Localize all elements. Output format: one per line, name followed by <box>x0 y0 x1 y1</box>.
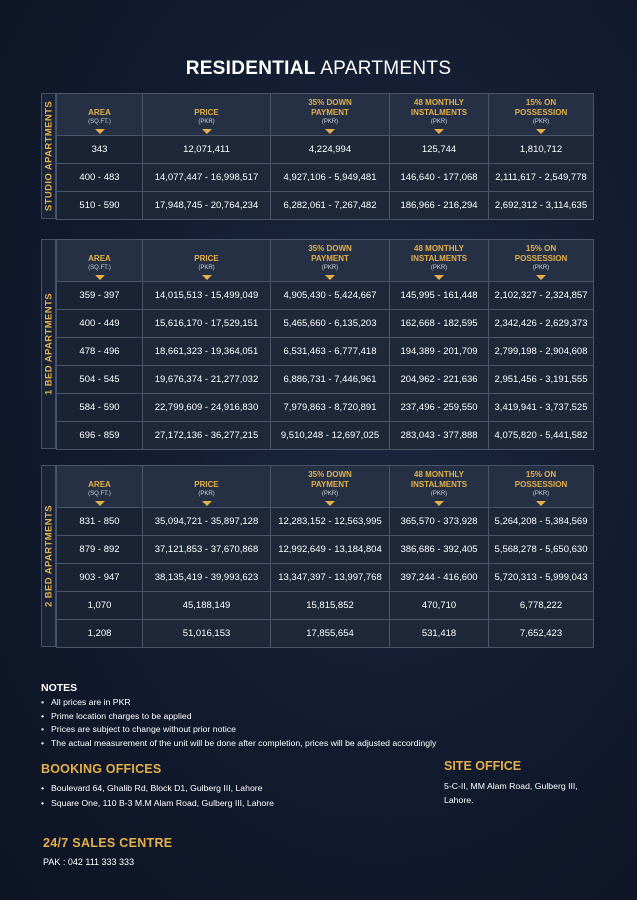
column-header-unit: (SQ.FT.) <box>88 491 111 497</box>
notes-list <box>41 696 436 750</box>
note-item: • Prices are subject to change without prior notice <box>41 723 436 737</box>
table-row <box>57 338 594 366</box>
table-row <box>57 564 594 592</box>
column-header-down <box>271 240 390 282</box>
apartment-type-label: 2 BED APARTMENTS <box>43 505 54 607</box>
booking-office-address: • Boulevard 64, Ghalib Rd, Block D1, Gulberg III, Lahore <box>41 781 274 796</box>
table-cell-price: 15,616,170 - 17,529,151 <box>143 310 271 338</box>
table-cell-price: 22,799,609 - 24,916,830 <box>143 394 271 422</box>
column-header-unit: (PKR) <box>321 491 339 497</box>
table-cell-possession: 5,568,278 - 5,650,630 <box>489 536 594 564</box>
table-cell-possession: 2,692,312 - 3,114,635 <box>489 192 594 220</box>
booking-offices-list <box>41 781 274 811</box>
column-header-title: 48 MONTHLY INSTALMENTS <box>410 98 468 117</box>
column-header-unit: (PKR) <box>532 265 550 271</box>
table-header-row <box>57 240 594 282</box>
column-header-title: 15% ON POSSESSION <box>514 470 568 489</box>
table-row <box>57 282 594 310</box>
table-row <box>57 592 594 620</box>
table-cell-price: 38,135,419 - 39,993,623 <box>143 564 271 592</box>
column-header-unit: (PKR) <box>430 491 448 497</box>
table-header-row <box>57 94 594 136</box>
triangle-down-icon <box>95 501 105 506</box>
table-cell-monthly: 397,244 - 416,600 <box>390 564 489 592</box>
triangle-down-icon <box>325 275 335 280</box>
site-office-address: 5-C-II, MM Alam Road, Gulberg III, Lahore. <box>444 781 578 805</box>
table-cell-down: 15,815,852 <box>271 592 390 620</box>
table-cell-down: 6,886,731 - 7,446,961 <box>271 366 390 394</box>
table-cell-down: 4,224,994 <box>271 136 390 164</box>
column-header-possession <box>489 240 594 282</box>
column-header-monthly <box>390 94 489 136</box>
table-cell-down: 4,905,430 - 5,424,667 <box>271 282 390 310</box>
apartment-type-label: STUDIO APARTMENTS <box>43 100 54 212</box>
column-header-price <box>143 240 271 282</box>
table-cell-area: 584 - 590 <box>57 394 143 422</box>
column-header-unit: (PKR) <box>430 265 448 271</box>
table-cell-possession: 6,778,222 <box>489 592 594 620</box>
column-header-title: 35% DOWN PAYMENT <box>308 470 352 489</box>
column-header-area <box>57 240 143 282</box>
table-cell-area: 359 - 397 <box>57 282 143 310</box>
table-cell-area: 1,208 <box>57 620 143 648</box>
triangle-down-icon <box>95 275 105 280</box>
column-header-title: AREA <box>88 108 111 117</box>
table-cell-down: 7,979,863 - 8,720,891 <box>271 394 390 422</box>
table-cell-price: 14,015,513 - 15,499,049 <box>143 282 271 310</box>
table-cell-monthly: 162,668 - 182,595 <box>390 310 489 338</box>
table-cell-down: 6,282,061 - 7,267,482 <box>271 192 390 220</box>
table-cell-area: 400 - 483 <box>57 164 143 192</box>
column-header-unit: (PKR) <box>198 491 215 497</box>
page-title <box>0 58 637 80</box>
table-row <box>57 394 594 422</box>
table-cell-monthly: 365,570 - 373,928 <box>390 508 489 536</box>
table-cell-down: 6,531,463 - 6,777,418 <box>271 338 390 366</box>
column-header-unit: (PKR) <box>532 119 550 125</box>
page-title-light: APARTMENTS <box>320 58 452 79</box>
table-cell-monthly: 146,640 - 177,068 <box>390 164 489 192</box>
notes-heading: NOTES <box>41 682 78 694</box>
table-cell-area: 510 - 590 <box>57 192 143 220</box>
table-cell-price: 37,121,853 - 37,670,868 <box>143 536 271 564</box>
table-cell-down: 17,855,654 <box>271 620 390 648</box>
table-cell-possession: 2,799,198 - 2,904,608 <box>489 338 594 366</box>
table-row <box>57 508 594 536</box>
table-cell-down: 12,283,152 - 12,563,995 <box>271 508 390 536</box>
apartment-type-label-bar <box>41 465 56 647</box>
triangle-down-icon <box>325 501 335 506</box>
table-row <box>57 422 594 450</box>
column-header-title: 35% DOWN PAYMENT <box>308 98 352 117</box>
booking-offices-heading: BOOKING OFFICES <box>41 762 162 776</box>
column-header-unit: (PKR) <box>532 491 550 497</box>
column-header-unit: (PKR) <box>198 265 215 271</box>
column-header-title: AREA <box>88 254 111 263</box>
table-cell-possession: 7,652,423 <box>489 620 594 648</box>
table-cell-down: 9,510,248 - 12,697,025 <box>271 422 390 450</box>
table-cell-area: 1,070 <box>57 592 143 620</box>
table-cell-price: 27,172,136 - 36,277,215 <box>143 422 271 450</box>
triangle-down-icon <box>434 501 444 506</box>
column-header-title: 15% ON POSSESSION <box>514 98 568 117</box>
table-row <box>57 620 594 648</box>
table-cell-area: 504 - 545 <box>57 366 143 394</box>
triangle-down-icon <box>202 129 212 134</box>
table-cell-monthly: 204,962 - 221,636 <box>390 366 489 394</box>
table-cell-area: 696 - 859 <box>57 422 143 450</box>
column-header-title: 48 MONTHLY INSTALMENTS <box>410 244 468 263</box>
note-item: • Prime location charges to be applied <box>41 710 436 724</box>
table-cell-price: 35,094,721 - 35,897,128 <box>143 508 271 536</box>
table-cell-possession: 2,342,426 - 2,629,373 <box>489 310 594 338</box>
table-cell-monthly: 186,966 - 216,294 <box>390 192 489 220</box>
column-header-area <box>57 94 143 136</box>
column-header-monthly <box>390 240 489 282</box>
column-header-possession <box>489 94 594 136</box>
column-header-unit: (PKR) <box>321 265 339 271</box>
table-cell-monthly: 125,744 <box>390 136 489 164</box>
table-cell-area: 903 - 947 <box>57 564 143 592</box>
column-header-title: PRICE <box>194 254 219 263</box>
table-cell-monthly: 194,389 - 201,709 <box>390 338 489 366</box>
price-table <box>56 465 594 648</box>
page-title-bold: RESIDENTIAL <box>185 58 316 79</box>
column-header-title: PRICE <box>194 480 219 489</box>
column-header-title: 48 MONTHLY INSTALMENTS <box>410 470 468 489</box>
table-cell-monthly: 470,710 <box>390 592 489 620</box>
table-row <box>57 310 594 338</box>
triangle-down-icon <box>536 501 546 506</box>
table-cell-possession: 2,951,456 - 3,191,555 <box>489 366 594 394</box>
column-header-unit: (PKR) <box>430 119 448 125</box>
column-header-title: 35% DOWN PAYMENT <box>308 244 352 263</box>
table-cell-area: 879 - 892 <box>57 536 143 564</box>
table-cell-down: 12,992,649 - 13,184,804 <box>271 536 390 564</box>
table-cell-possession: 2,102,327 - 2,324,857 <box>489 282 594 310</box>
column-header-down <box>271 94 390 136</box>
column-header-down <box>271 466 390 508</box>
note-item: • All prices are in PKR <box>41 696 436 710</box>
table-cell-monthly: 145,995 - 161,448 <box>390 282 489 310</box>
table-cell-price: 19,676,374 - 21,277,032 <box>143 366 271 394</box>
triangle-down-icon <box>95 129 105 134</box>
site-office-heading: SITE OFFICE <box>444 759 522 773</box>
table-cell-monthly: 531,418 <box>390 620 489 648</box>
column-header-price <box>143 466 271 508</box>
table-cell-price: 14,077,447 - 16,998,517 <box>143 164 271 192</box>
triangle-down-icon <box>536 275 546 280</box>
table-row <box>57 536 594 564</box>
apartment-type-label: 1 BED APARTMENTS <box>43 293 54 395</box>
column-header-title: 15% ON POSSESSION <box>514 244 568 263</box>
table-cell-area: 478 - 496 <box>57 338 143 366</box>
table-cell-possession: 1,810,712 <box>489 136 594 164</box>
table-cell-possession: 5,720,313 - 5,999,043 <box>489 564 594 592</box>
column-header-price <box>143 94 271 136</box>
table-cell-price: 45,188,149 <box>143 592 271 620</box>
apartment-type-label-bar <box>41 93 56 219</box>
table-cell-area: 343 <box>57 136 143 164</box>
table-cell-monthly: 237,496 - 259,550 <box>390 394 489 422</box>
column-header-title: AREA <box>88 480 111 489</box>
table-row <box>57 192 594 220</box>
table-row <box>57 136 594 164</box>
table-cell-price: 18,661,323 - 19,364,051 <box>143 338 271 366</box>
table-cell-possession: 3,419,941 - 3,737,525 <box>489 394 594 422</box>
table-cell-price: 17,948,745 - 20,764,234 <box>143 192 271 220</box>
apartment-type-label-bar <box>41 239 56 449</box>
column-header-possession <box>489 466 594 508</box>
table-row <box>57 164 594 192</box>
price-table <box>56 239 594 450</box>
column-header-title: PRICE <box>194 108 219 117</box>
table-cell-possession: 4,075,820 - 5,441,582 <box>489 422 594 450</box>
table-cell-price: 51,016,153 <box>143 620 271 648</box>
column-header-unit: (PKR) <box>198 119 215 125</box>
price-table <box>56 93 594 220</box>
triangle-down-icon <box>536 129 546 134</box>
triangle-down-icon <box>434 129 444 134</box>
note-item: • The actual measurement of the unit will be done after completion, prices will be adjusted accordingly <box>41 737 436 751</box>
pricing-table-block <box>41 465 593 647</box>
column-header-monthly <box>390 466 489 508</box>
triangle-down-icon <box>202 275 212 280</box>
table-cell-possession: 5,264,208 - 5,384,569 <box>489 508 594 536</box>
column-header-unit: (SQ.FT.) <box>88 119 111 125</box>
booking-office-address: • Square One, 110 B-3 M.M Alam Road, Gulberg III, Lahore <box>41 796 274 811</box>
triangle-down-icon <box>434 275 444 280</box>
pricing-table-block <box>41 239 593 449</box>
table-cell-possession: 2,111,617 - 2,549,778 <box>489 164 594 192</box>
column-header-unit: (SQ.FT.) <box>88 265 111 271</box>
triangle-down-icon <box>202 501 212 506</box>
table-cell-down: 4,927,106 - 5,949,481 <box>271 164 390 192</box>
sales-phone-number[interactable]: PAK : 042 111 333 333 <box>43 857 135 867</box>
table-cell-monthly: 283,043 - 377,888 <box>390 422 489 450</box>
triangle-down-icon <box>325 129 335 134</box>
sales-centre-heading: 24/7 SALES CENTRE <box>43 836 173 850</box>
pricing-table-block <box>41 93 593 219</box>
table-row <box>57 366 594 394</box>
table-cell-price: 12,071,411 <box>143 136 271 164</box>
column-header-area <box>57 466 143 508</box>
table-cell-down: 5,465,660 - 6,135,203 <box>271 310 390 338</box>
table-cell-down: 13,347,397 - 13,997,768 <box>271 564 390 592</box>
column-header-unit: (PKR) <box>321 119 339 125</box>
table-cell-monthly: 386,686 - 392,405 <box>390 536 489 564</box>
table-cell-area: 400 - 449 <box>57 310 143 338</box>
table-header-row <box>57 466 594 508</box>
table-cell-area: 831 - 850 <box>57 508 143 536</box>
